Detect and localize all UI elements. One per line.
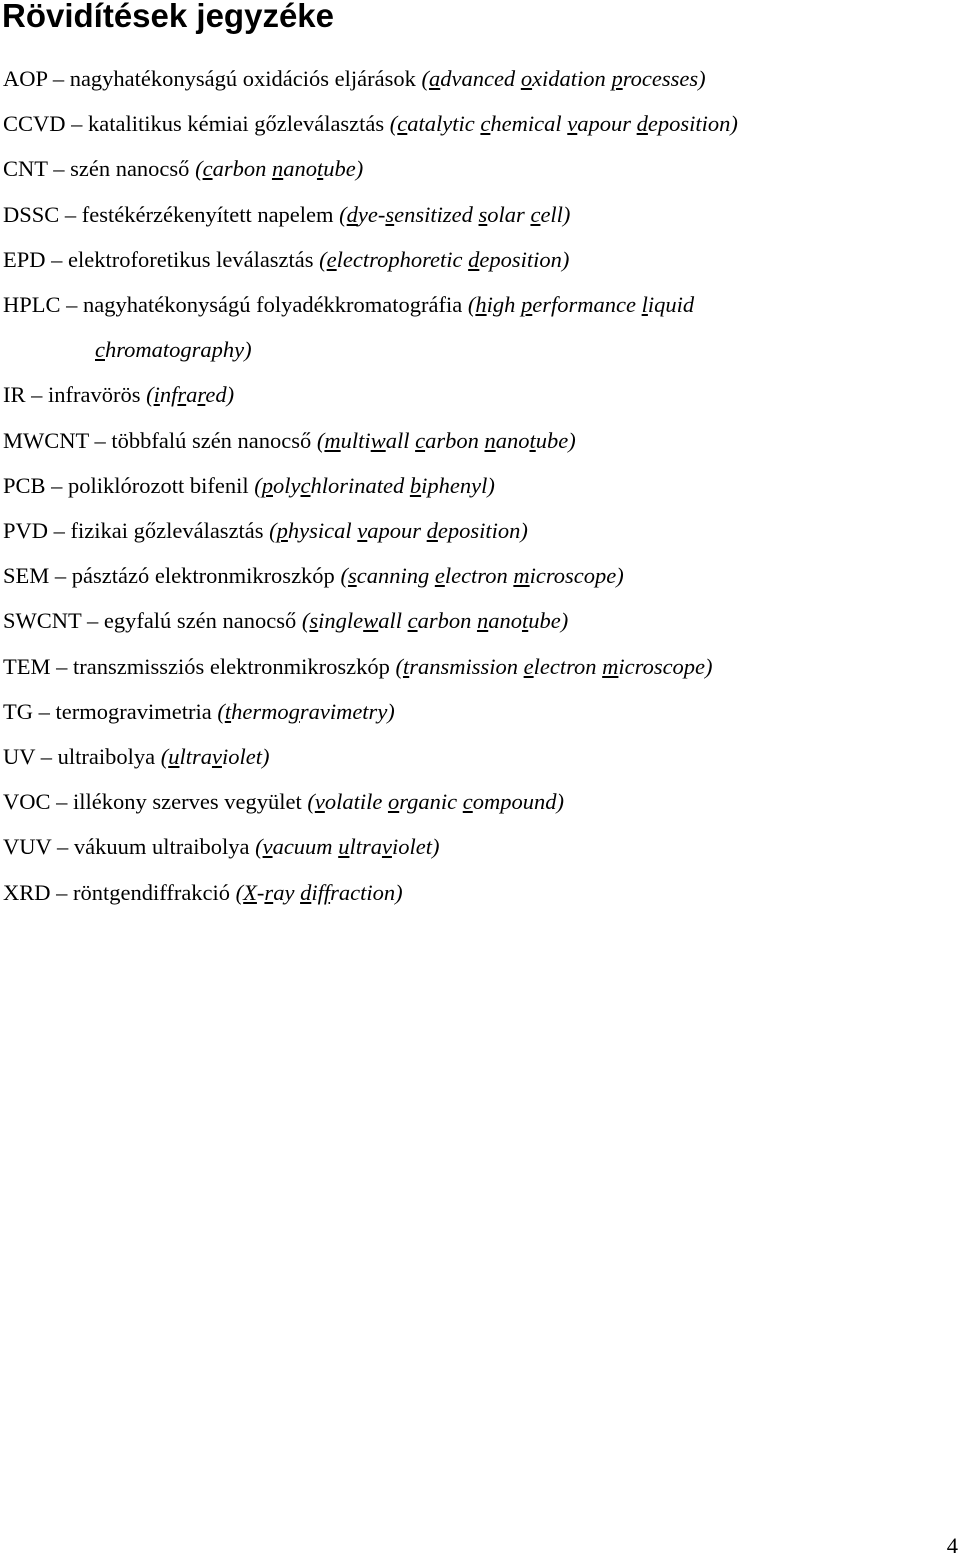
en-dash: –	[53, 156, 65, 182]
gloss-text: (	[160, 744, 169, 770]
gloss-text: ingle	[318, 608, 364, 634]
hungarian-meaning: illékony szerves vegyület	[73, 789, 302, 815]
hungarian-meaning: katalitikus kémiai gőzleválasztás	[88, 111, 385, 137]
hungarian-meaning: vákuum ultraibolya	[73, 834, 250, 860]
en-dash: –	[71, 111, 83, 137]
gloss-initial: i	[153, 382, 160, 408]
gloss-text: -	[256, 879, 265, 905]
gloss-text: iolet)	[391, 834, 440, 860]
en-dash: –	[51, 246, 63, 272]
gloss-text: (	[146, 382, 154, 408]
gloss-initial: c	[462, 789, 473, 815]
gloss-initial: v	[314, 789, 325, 815]
gloss-initial: e	[434, 563, 445, 589]
gloss-text: (	[307, 789, 315, 815]
gloss-initial: r	[177, 382, 187, 408]
gloss-text: erformance	[532, 292, 642, 318]
hungarian-meaning: festékérzékenyített napelem	[81, 201, 334, 227]
gloss-text: ell)	[540, 201, 571, 227]
abbreviation-entry	[3, 870, 953, 915]
english-gloss-continuation	[3, 327, 953, 372]
abbreviation-entry	[3, 372, 953, 417]
gloss-initial: b	[409, 472, 422, 498]
gloss-initial: u	[168, 744, 180, 770]
gloss-text: ye-	[357, 201, 386, 227]
gloss-text: hysical	[287, 518, 358, 544]
gloss-initial: m	[513, 563, 530, 589]
gloss-text: (	[395, 653, 403, 679]
gloss-text: ltra	[179, 744, 212, 770]
gloss-text: ano	[488, 608, 522, 634]
gloss-initial: X	[243, 879, 257, 905]
gloss-initial: v	[381, 834, 392, 860]
hungarian-meaning: egyfalú szén nanocső	[103, 608, 297, 634]
gloss-text: (	[217, 698, 225, 724]
english-gloss	[307, 789, 564, 814]
abbreviation: DSSC	[3, 201, 60, 227]
gloss-text: all	[385, 427, 416, 453]
gloss-initial: d	[468, 246, 480, 272]
gloss-text: lectrophoretic	[336, 246, 469, 272]
gloss-text: iolet)	[221, 744, 270, 770]
gloss-text: (	[421, 66, 429, 91]
gloss-text: ulti	[340, 427, 371, 453]
gloss-text: hromatography)	[105, 337, 252, 363]
gloss-text: iquid	[647, 292, 695, 318]
gloss-text: icroscope)	[618, 653, 713, 679]
gloss-text: hermo	[231, 698, 289, 724]
en-dash: –	[51, 472, 63, 498]
en-dash: –	[56, 789, 68, 815]
gloss-text: rganic	[399, 789, 463, 815]
english-gloss	[195, 156, 363, 181]
english-gloss	[255, 834, 439, 859]
gloss-initial: m	[602, 653, 619, 679]
gloss-initial: d	[346, 201, 358, 227]
en-dash: –	[38, 698, 50, 724]
gloss-text: oly	[273, 472, 301, 498]
gloss-text: (	[340, 563, 348, 589]
gloss-text: (	[319, 246, 327, 272]
abbreviation-entry	[3, 56, 953, 101]
hungarian-meaning: ultraibolya	[57, 744, 156, 770]
gloss-initial: r	[264, 879, 274, 905]
gloss-text: raction)	[330, 879, 403, 905]
english-gloss	[339, 202, 570, 227]
gloss-initial: c	[300, 472, 311, 498]
abbreviation-entry	[3, 418, 953, 463]
english-gloss	[340, 563, 623, 588]
abbreviation-entry	[3, 824, 953, 869]
en-dash: –	[56, 834, 69, 860]
gloss-text: (	[254, 472, 262, 498]
english-gloss	[317, 428, 576, 453]
en-dash: –	[40, 744, 52, 770]
gloss-initial: s	[347, 563, 357, 589]
english-gloss	[254, 473, 495, 498]
abbreviation-entry	[3, 192, 953, 237]
gloss-text: olatile	[324, 789, 388, 815]
gloss-initial: e	[326, 246, 337, 272]
hungarian-meaning: szén nanocső	[70, 156, 190, 182]
gloss-text: (	[467, 292, 476, 318]
gloss-initial: v	[211, 744, 222, 770]
abbreviation: CNT	[3, 156, 48, 182]
abbreviation-entry	[3, 734, 953, 779]
gloss-initial: g	[288, 698, 300, 724]
english-gloss	[302, 608, 568, 633]
abbreviation: AOP	[3, 66, 48, 91]
gloss-text: eposition)	[437, 518, 528, 544]
gloss-text: acuum	[272, 834, 339, 860]
abbreviation: EPD	[3, 246, 46, 272]
gloss-initial: t	[224, 698, 232, 724]
hungarian-meaning: röntgendiffrakció	[73, 879, 231, 905]
gloss-initial: v	[357, 518, 368, 544]
abbreviation: PVD	[3, 518, 49, 544]
gloss-text: iphenyl)	[421, 472, 495, 498]
hungarian-meaning: poliklórozott bifenil	[68, 472, 249, 498]
abbreviation: HPLC	[3, 292, 61, 318]
abbreviation: MWCNT	[3, 427, 89, 453]
gloss-initial: v	[262, 834, 273, 860]
hungarian-meaning: többfalú szén nanocső	[111, 427, 312, 453]
gloss-initial: d	[636, 111, 648, 137]
en-dash: –	[56, 879, 68, 905]
gloss-text: eposition)	[647, 111, 738, 137]
english-gloss	[161, 744, 270, 769]
en-dash: –	[56, 653, 68, 679]
hungarian-meaning: elektroforetikus leválasztás	[68, 246, 314, 272]
gloss-text: ed)	[205, 382, 235, 408]
abbreviation-entry	[3, 463, 953, 508]
gloss-text: ltra	[349, 834, 382, 860]
gloss-initial: w	[370, 427, 386, 453]
abbreviation-entry	[3, 689, 953, 734]
english-gloss	[421, 66, 705, 91]
abbreviation: SEM	[3, 563, 50, 589]
gloss-initial: n	[271, 156, 284, 182]
hungarian-meaning: termogravimetria	[55, 698, 212, 724]
gloss-text: (	[339, 201, 347, 227]
english-gloss	[319, 247, 569, 272]
gloss-initial: s	[309, 608, 319, 634]
gloss-text: xidation	[532, 66, 612, 91]
gloss-initial: d	[426, 518, 438, 544]
abbreviation: VOC	[3, 789, 51, 815]
gloss-initial: c	[407, 608, 418, 634]
gloss-text: olar	[487, 201, 531, 227]
abbreviation-entry	[3, 779, 953, 824]
en-dash: –	[53, 518, 65, 544]
gloss-text: ensitized	[394, 201, 479, 227]
gloss-initial: t	[521, 608, 529, 634]
abbreviation-entry	[3, 237, 953, 282]
gloss-text: (	[316, 427, 325, 453]
en-dash: –	[54, 563, 67, 589]
gloss-initial: r	[197, 382, 206, 408]
english-gloss	[468, 292, 694, 317]
gloss-text: ay	[273, 879, 301, 905]
abbreviation: IR	[3, 382, 26, 408]
gloss-initial: t	[529, 427, 536, 453]
page-title: Rövidítések jegyzéke	[2, 0, 334, 34]
gloss-text: hemical	[490, 111, 568, 137]
gloss-initial: c	[530, 201, 541, 227]
gloss-text: arbon	[425, 427, 485, 453]
gloss-text: (	[269, 518, 277, 544]
gloss-text: (	[255, 834, 263, 860]
gloss-text: apour	[367, 518, 427, 544]
hungarian-meaning: transzmissziós elektronmikroszkóp	[73, 653, 390, 679]
gloss-initial: p	[611, 66, 623, 91]
english-gloss	[146, 382, 234, 407]
en-dash: –	[52, 66, 65, 91]
gloss-text: apour	[577, 111, 637, 137]
gloss-initial: p	[521, 292, 533, 318]
hungarian-meaning: fizikai gőzleválasztás	[70, 518, 264, 544]
hungarian-meaning: nagyhatékonyságú folyadékkromatográfia	[83, 292, 463, 318]
gloss-initial: c	[480, 111, 491, 137]
gloss-text: ube)	[323, 156, 364, 182]
gloss-text: nf	[159, 382, 178, 408]
gloss-initial: a	[428, 66, 441, 91]
en-dash: –	[31, 382, 43, 408]
gloss-text: ompound)	[472, 789, 564, 815]
gloss-text: (	[301, 608, 310, 634]
english-gloss	[395, 654, 712, 679]
gloss-initial: c	[95, 337, 105, 363]
abbreviation-entry	[3, 598, 953, 643]
hungarian-meaning: pásztázó elektronmikroszkóp	[71, 563, 335, 589]
abbreviation: TG	[3, 698, 33, 724]
abbreviation: XRD	[3, 879, 51, 905]
abbreviation: SWCNT	[3, 608, 82, 634]
gloss-text: rocesses)	[622, 66, 706, 91]
abbreviation: PCB	[3, 472, 46, 498]
english-gloss	[390, 111, 738, 136]
abbreviation-entry	[3, 146, 953, 191]
gloss-text: arbon	[212, 156, 272, 182]
abbreviation-list	[3, 56, 953, 915]
abbreviation: VUV	[3, 834, 52, 860]
gloss-text: a	[186, 382, 198, 408]
abbreviation: TEM	[3, 653, 51, 679]
gloss-text: icroscope)	[529, 563, 624, 589]
en-dash: –	[94, 427, 106, 453]
gloss-text: atalytic	[407, 111, 481, 137]
gloss-text: (	[389, 111, 398, 137]
gloss-initial: p	[261, 472, 273, 498]
gloss-text: dvanced	[440, 66, 521, 91]
gloss-initial: l	[641, 292, 648, 318]
gloss-text: canning	[356, 563, 435, 589]
gloss-initial: o	[387, 789, 400, 815]
gloss-text: eposition)	[479, 246, 570, 272]
gloss-initial: v	[567, 111, 578, 137]
abbreviation: UV	[3, 744, 36, 770]
page-number: 4	[946, 1533, 958, 1558]
english-gloss	[269, 518, 528, 543]
gloss-text: (	[195, 156, 203, 182]
gloss-initial: m	[324, 427, 341, 453]
gloss-text: lectron	[533, 653, 603, 679]
abbreviation-entry	[3, 508, 953, 553]
gloss-text: i	[311, 879, 318, 905]
gloss-initial: c	[415, 427, 426, 453]
gloss-initial: c	[397, 111, 408, 137]
gloss-initial: p	[276, 518, 288, 544]
abbreviation-entry	[3, 644, 953, 689]
gloss-text: all	[378, 608, 408, 634]
gloss-text: arbon	[417, 608, 477, 634]
english-gloss	[236, 880, 403, 905]
gloss-initial: c	[202, 156, 213, 182]
gloss-initial: e	[523, 653, 534, 679]
abbreviation: CCVD	[3, 111, 66, 137]
gloss-initial: u	[338, 834, 350, 860]
abbreviation-entry	[3, 282, 953, 372]
en-dash: –	[86, 608, 99, 634]
gloss-initial: d	[300, 879, 312, 905]
gloss-text: ube)	[535, 427, 576, 453]
gloss-text: igh	[486, 292, 522, 318]
gloss-initial: t	[402, 653, 410, 679]
gloss-initial: t	[316, 156, 324, 182]
gloss-initial: n	[476, 608, 489, 634]
gloss-text: hlorinated	[310, 472, 410, 498]
gloss-text: ube)	[528, 608, 569, 634]
gloss-text: (	[235, 879, 244, 905]
gloss-initial: n	[484, 427, 496, 453]
hungarian-meaning: nagyhatékonyságú oxidációs eljárások	[69, 66, 416, 91]
gloss-text: ano	[495, 427, 530, 453]
gloss-initial: s	[385, 201, 395, 227]
abbreviation-entry	[3, 553, 953, 598]
gloss-initial: h	[475, 292, 487, 318]
gloss-text: lectron	[444, 563, 514, 589]
gloss-initial: w	[363, 608, 379, 634]
gloss-text: ravimetry)	[299, 698, 395, 724]
gloss-text: ano	[283, 156, 317, 182]
en-dash: –	[64, 201, 77, 227]
gloss-initial: ff	[317, 879, 331, 905]
abbreviation-entry	[3, 101, 953, 146]
gloss-text: ransmission	[409, 653, 524, 679]
english-gloss	[217, 699, 394, 724]
hungarian-meaning: infravörös	[48, 382, 141, 408]
gloss-initial: o	[520, 66, 533, 91]
en-dash: –	[66, 292, 78, 318]
gloss-initial: s	[478, 201, 488, 227]
